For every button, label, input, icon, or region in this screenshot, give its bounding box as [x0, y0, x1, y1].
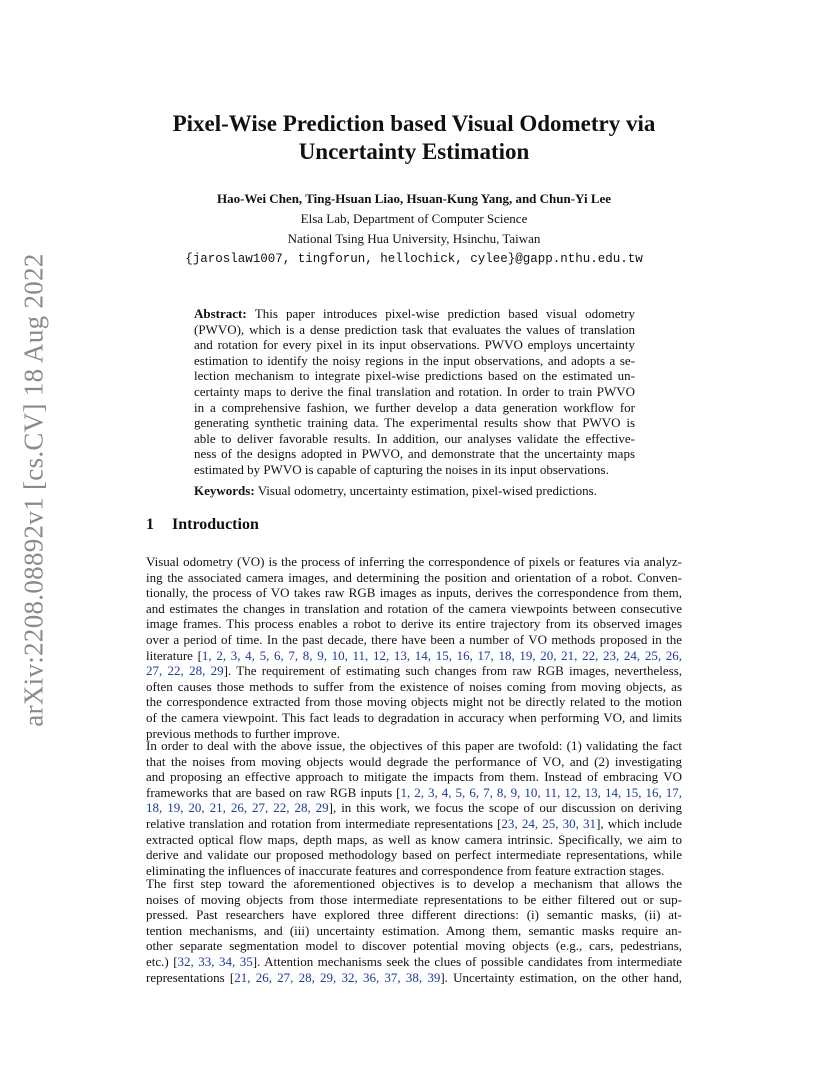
text-line: generating synthetic training data. The experimental results show that PWVO is — [194, 415, 635, 431]
text-line: that the noises from moving objects would degrade the performance of VO, and (2) investigating — [146, 753, 682, 769]
text-line: tionally, the process of VO takes raw RGB images as inputs, derives the correspondence from them, — [146, 585, 682, 601]
citation-link[interactable]: 23, 24, 25, 30, 31 — [501, 815, 597, 831]
author-emails: {jaroslaw1007, tingforun, hellochick, cylee}@gapp.nthu.edu.tw — [185, 252, 643, 266]
text-line: 18, 19, 20, 21, 26, 27, 22, 28, 29], in this work, we focus the scope of our discussion on deriving — [146, 800, 682, 816]
text-line: tention mechanisms, and (iii) uncertainty estimation. Among them, semantic masks require an- — [146, 922, 682, 938]
section-number: 1 — [146, 516, 154, 533]
text-line: lection mechanism to integrate pixel-wise predictions based on the estimated un- — [194, 368, 635, 384]
text-line: and estimates the changes in translation and rotation of the camera viewpoints between consecutive — [146, 600, 682, 616]
abstract — [194, 306, 635, 478]
title-line-2: Uncertainty Estimation — [298, 139, 530, 164]
text-line: other separate segmentation model to discover potential moving objects (e.g., cars, pedestrians, — [146, 938, 682, 954]
citation-link[interactable]: 1, 2, 3, 4, 5, 6, 7, 8, 9, 10, 11, 12, 13, 14, 15, 16, 17, 18, 19, 20, 21, 22, 23, 24, 25, 26, — [201, 647, 682, 663]
affiliation-lab: Elsa Lab, Department of Computer Science — [300, 211, 528, 226]
text-line: and proposing an effective approach to mitigate the impacts from them. Instead of embracing VO — [146, 769, 682, 785]
arxiv-sidebar-stamp — [17, 130, 51, 850]
text-line: image frames. This process enables a robot to derive its entire trajectory from its observed images — [146, 616, 682, 632]
intro-paragraph-1 — [146, 554, 682, 741]
author-names: Hao-Wei Chen, Ting-Hsuan Liao, Hsuan-Kung Yang, and Chun-Yi Lee — [216, 191, 612, 206]
text-line: pressed. Past researchers have explored three different directions: (i) semantic masks, (ii) at- — [146, 907, 682, 923]
keywords-label: Keywords: — [194, 483, 255, 498]
text-line: Visual odometry (VO) is the process of inferring the correspondence of pixels or features via analyz- — [146, 554, 682, 569]
author-block — [146, 189, 682, 269]
text-line: ing the associated camera images, and determining the position and orientation of a robot. Conven- — [146, 569, 682, 585]
text-line: extracted optical flow maps, depth maps, as well as know camera intrinsic. Specifically, we aim to — [146, 831, 682, 847]
text-line: and rotation for every pixel in its input observations. PWVO employs uncertainty — [194, 337, 635, 353]
text-line: 27, 22, 28, 29]. The requirement of estimating such changes from raw RGB images, nevertheless, — [146, 663, 682, 679]
citation-link[interactable]: 1, 2, 3, 4, 5, 6, 7, 8, 9, 10, 11, 12, 13, 14, 15, 16, 17, — [400, 784, 682, 800]
text-line: the correspondence extracted from those moving objects might not be directly related to the motion — [146, 694, 682, 710]
text-line: in a comprehensive fashion, we further develop a data generation workflow for — [194, 399, 635, 415]
text-line: representations [21, 26, 27, 28, 29, 32, 36, 37, 38, 39]. Uncertainty estimation, on the other hand, — [146, 969, 682, 985]
citation-link[interactable]: 18, 19, 20, 21, 26, 27, 22, 28, 29 — [146, 800, 329, 816]
intro-paragraph-3 — [146, 876, 682, 985]
paper-title — [146, 110, 682, 166]
text-line: The first step toward the aforementioned objectives is to develop a mechanism that allows the — [146, 876, 682, 891]
title-line-1: Pixel-Wise Prediction based Visual Odometry via — [172, 111, 656, 136]
text-line: derive and validate our proposed methodology based on perfect intermediate representations, while — [146, 847, 682, 863]
text-line: certainty maps to derive the final translation and rotation. In order to train PWVO — [194, 383, 635, 399]
text-line: relative translation and rotation from intermediate representations [23, 24, 25, 30, 31], which include — [146, 815, 682, 831]
text-line: noises of moving objects from those intermediate representations to be either filtered out or sup- — [146, 891, 682, 907]
arxiv-id: arXiv:2208.08892v1 [cs.CV] 18 Aug 2022 — [18, 253, 49, 727]
text-line: In order to deal with the above issue, the objectives of this paper are twofold: (1) validating the fact — [146, 738, 682, 753]
text-line: over a period of time. In the past decade, there have been a number of VO methods proposed in the — [146, 631, 682, 647]
abstract-label: Abstract: — [194, 306, 255, 321]
text-line: etc.) [32, 33, 34, 35]. Attention mechanisms seek the clues of possible candidates from intermediate — [146, 953, 682, 969]
citation-link[interactable]: 21, 26, 27, 28, 29, 32, 36, 37, 38, 39 — [234, 969, 441, 985]
citation-link[interactable]: 32, 33, 34, 35 — [177, 953, 253, 969]
keywords — [194, 483, 635, 499]
text-line: ness of the designs adopted in PWVO, and demonstrate that the uncertainty maps — [194, 446, 635, 462]
affiliation-university: National Tsing Hua University, Hsinchu, Taiwan — [287, 231, 541, 246]
text-line: of the camera viewpoint. This fact leads to degradation in accuracy when performing VO, and limits — [146, 709, 682, 725]
text-line: previous methods to further improve. — [146, 725, 340, 741]
text-line: Abstract: This paper introduces pixel-wise prediction based visual odometry — [194, 306, 635, 321]
text-line: frameworks that are based on raw RGB inputs [1, 2, 3, 4, 5, 6, 7, 8, 9, 10, 11, 12, 13, 14, 15, 16, 17, — [146, 784, 682, 800]
section-title: Introduction — [172, 516, 259, 533]
text-line: estimated by PWVO is capable of capturing the noises in its input observations. — [194, 461, 609, 477]
text-line: often causes those methods to suffer from the existence of noises coming from moving objects, as — [146, 678, 682, 694]
text-line: estimation to identify the noisy regions in the input observations, and adopts a se- — [194, 352, 635, 368]
text-line: (PWVO), which is a dense prediction task that evaluates the values of translation — [194, 321, 635, 337]
section-heading — [146, 516, 259, 534]
text-line: literature [1, 2, 3, 4, 5, 6, 7, 8, 9, 10, 11, 12, 13, 14, 15, 16, 17, 18, 19, 20, 21, 22, 23, 24, 25, 26, — [146, 647, 682, 663]
citation-link[interactable]: 27, 22, 28, 29 — [146, 663, 224, 679]
text-line: able to deliver favorable results. In addition, our analyses validate the effective- — [194, 430, 635, 446]
text-line: eliminating the influences of inaccurate features and correspondence from feature extraction stages. — [146, 862, 665, 878]
intro-paragraph-2 — [146, 738, 682, 878]
keywords-text: Visual odometry, uncertainty estimation, pixel-wised predictions. — [257, 483, 597, 498]
